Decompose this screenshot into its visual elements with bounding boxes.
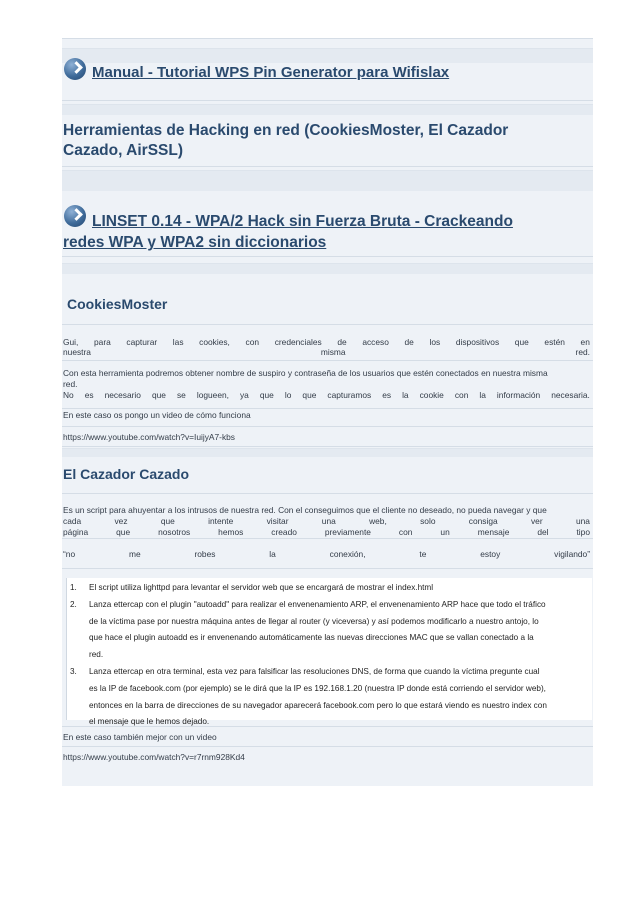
word: necesario (104, 390, 141, 400)
word: una (321, 516, 336, 526)
word: estén (544, 337, 565, 347)
word: capturamos (327, 390, 372, 400)
word: nosotros (158, 527, 191, 537)
word: visitar (266, 516, 289, 526)
word: una (575, 516, 590, 526)
word: los (429, 337, 441, 347)
word: capturar (126, 337, 158, 347)
herramientas-link[interactable] (63, 121, 508, 161)
word: web, (369, 516, 387, 526)
word: previamente (324, 527, 371, 537)
band (62, 170, 593, 191)
separator (62, 446, 593, 447)
word: que (259, 390, 274, 400)
list-item-line: Lanza ettercap con el plugin "autoadd" para realizar el envenenamiento ARP, el envenenamiento ARP hace que todo el tráfico (89, 599, 546, 609)
list-item (68, 664, 588, 731)
list-item-line: que hace el plugin autoadd es ir envenenando automáticamente las nuevas direcciones MAC que se vallan conectado a la (89, 633, 534, 643)
list-item-line: entonces en la barra de direcciones de su navegador aparecerá facebook.com pero lo que estará viendo es nuestro index con (89, 700, 547, 710)
word: acceso (362, 337, 389, 347)
herramientas-line-1: Herramientas de Hacking en red (CookiesMoster, El Cazador (63, 122, 509, 139)
word: mensaje (477, 527, 510, 537)
separator (62, 426, 593, 427)
herramientas-line-2: Cazado, AirSSL) (63, 142, 183, 159)
list-item-number: 3. (70, 666, 77, 676)
steps-list-container (62, 578, 593, 727)
list-item-line: El script utiliza lighttpd para levantar el servidor web que se encargará de mostrar el index.html (89, 583, 434, 592)
word: intente (208, 516, 234, 526)
word: tipo (576, 527, 590, 537)
word: red. (575, 347, 590, 357)
cazador-video-text: En este caso también mejor con un video (63, 732, 217, 742)
word: hemos (218, 527, 244, 537)
separator (62, 493, 593, 494)
cazador-p1-line-3 (63, 527, 590, 538)
word: estoy (480, 549, 501, 559)
word: un (440, 527, 450, 537)
list-item-number: 2. (70, 599, 77, 609)
separator (62, 538, 593, 539)
word: la (479, 390, 486, 400)
word: robes (194, 549, 216, 559)
word: para (94, 337, 111, 347)
linset-line-2: redes WPA y WPA2 sin diccionarios (63, 234, 327, 251)
word: misma (320, 347, 346, 357)
linset-line-1: LINSET 0.14 - WPA/2 Hack sin Fuerza Bruta - Crackeando (92, 213, 513, 230)
word: ya (239, 390, 249, 400)
separator (62, 256, 593, 257)
word: nuestra (63, 347, 91, 357)
word: “no (63, 549, 76, 559)
word: es (382, 390, 392, 400)
word: ver (530, 516, 543, 526)
cazador-p1-line-1: Es un script para ahuyentar a los intrusos de nuestra red. Con el conseguimos que el cliente no deseado, no pueda navegar y que (63, 505, 547, 515)
list-item-number: 1. (70, 583, 77, 592)
list-item-line: el mensaje que le hemos dejado. (89, 717, 210, 727)
cookies-p1-line-2 (63, 347, 590, 358)
word: cada (63, 516, 82, 526)
word: que (302, 390, 317, 400)
cookies-heading: CookiesMoster (67, 296, 168, 312)
band (62, 263, 593, 274)
word: página (63, 527, 89, 537)
word: con (454, 390, 469, 400)
cookies-p2-line-3 (63, 390, 590, 401)
word: es (84, 390, 94, 400)
list-item-line: de la víctima pase por nuestra máquina antes de llegar al router (y viceversa) y así podemos modificarlo a nuestro antojo, lo (89, 616, 539, 626)
word: que (514, 337, 529, 347)
word: la (269, 549, 276, 559)
word: que (116, 527, 131, 537)
cookies-p2-line-2: red. (63, 379, 78, 389)
word: credenciales (274, 337, 322, 347)
list-item-line: Lanza ettercap en otra terminal, esta vez para falsificar las resoluciones DNS, de forma que cuando la víctima pregunte cual (89, 666, 540, 676)
word: del (537, 527, 549, 537)
separator (62, 568, 593, 569)
word: dispositivos (455, 337, 500, 347)
steps-list (68, 580, 588, 731)
word: que (151, 390, 166, 400)
cookies-p3: En este caso os pongo un video de cómo funciona (63, 410, 251, 420)
word: en (580, 337, 590, 347)
word: te (419, 549, 427, 559)
word: cookies, (199, 337, 230, 347)
word: cookie (419, 390, 444, 400)
linset-link[interactable] (63, 211, 513, 253)
word: me (128, 549, 141, 559)
list-item (68, 597, 588, 664)
band (62, 48, 593, 63)
word: de (404, 337, 414, 347)
cazador-p1-line-2 (63, 516, 590, 527)
word: creado (271, 527, 297, 537)
word: lo (284, 390, 292, 400)
separator (62, 100, 593, 101)
word: conexión, (329, 549, 366, 559)
cookies-p2-line-1: Con esta herramienta podremos obtener nombre de suspiro y contraseña de los usuarios que estén conectados en nuestra misma (63, 368, 548, 378)
word: No (63, 390, 74, 400)
arrow-right-icon (64, 58, 86, 80)
separator (62, 324, 593, 325)
list-item-line: es la IP de facebook.com (por ejemplo) se le dirá que la IP es 192.168.1.20 (nuestra IP donde está corriendo el servidor web), (89, 683, 546, 693)
word: vigilando” (554, 549, 590, 559)
word: que (160, 516, 175, 526)
list-item (68, 580, 588, 597)
separator (62, 38, 593, 39)
band (62, 104, 593, 115)
word: de (337, 337, 347, 347)
cazador-video-link[interactable]: https://www.youtube.com/watch?v=r7rnm928Kd4 (63, 752, 245, 762)
cazador-heading: El Cazador Cazado (63, 466, 190, 482)
cookies-video-link[interactable]: https://www.youtube.com/watch?v=IuijyA7-kbs (63, 432, 235, 442)
separator (62, 746, 593, 747)
manual-wps-link[interactable]: Manual - Tutorial WPS Pin Generator para Wifislax (92, 64, 450, 81)
word: logueen, (196, 390, 229, 400)
word: consiga (468, 516, 498, 526)
word: con (398, 527, 413, 537)
band (62, 448, 593, 457)
word: solo (420, 516, 436, 526)
word: las (172, 337, 184, 347)
word: información (496, 390, 541, 400)
separator (62, 166, 593, 167)
word: la (402, 390, 409, 400)
word: Gui, (63, 337, 79, 347)
cazador-quote (63, 549, 590, 560)
word: vez (114, 516, 128, 526)
word: necesaria. (551, 390, 590, 400)
separator (62, 408, 593, 409)
separator (62, 360, 593, 361)
list-item-line: red. (89, 650, 104, 660)
word: se (176, 390, 186, 400)
word: con (245, 337, 260, 347)
